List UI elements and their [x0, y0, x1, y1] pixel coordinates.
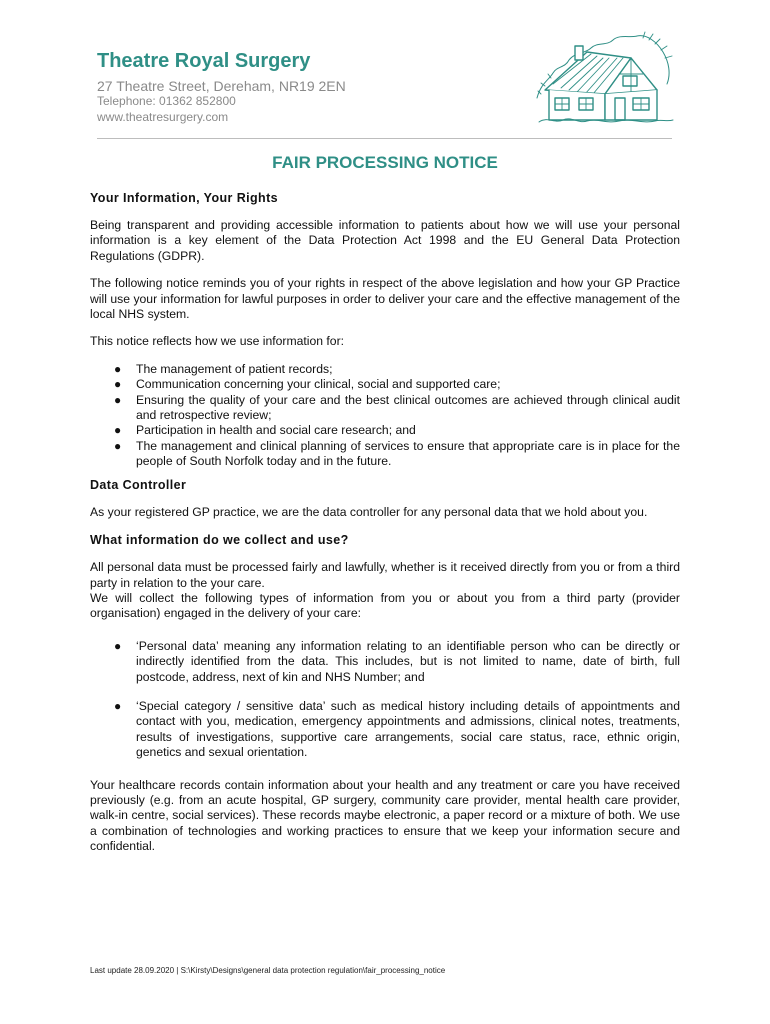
header-divider [97, 138, 672, 139]
rights-paragraph-1: Being transparent and providing accessible information to patients about how we will use your personal information is a key element of the Data Protection Act 1998 and the EU General Data Protection Regulations (GDPR). [90, 218, 680, 263]
list-item: ● The management of patient records; [114, 361, 333, 376]
section-heading-collect: What information do we collect and use? [90, 533, 349, 548]
notice-title: FAIR PROCESSING NOTICE [272, 153, 498, 172]
information-uses-list [90, 362, 680, 470]
list-item: ● Participation in health and social care research; and [114, 423, 416, 438]
collect-paragraph-1: All personal data must be processed fairly and lawfully, whether is it received directly from you or from a third party in relation to the your care. [90, 560, 680, 590]
surgery-building-sketch-icon [535, 28, 675, 128]
practice-name: Theatre Royal Surgery [97, 50, 311, 72]
list-item: ● ‘Personal data’ meaning any information relating to an identifiable person who can be directly or indirectly identified from the data. This includes, but is not limited to name, date of birth, full postcode, address, next of kin and NHS Number; and [114, 638, 680, 684]
practice-telephone: Telephone: 01362 852800 [97, 94, 236, 108]
rights-paragraph-2: The following notice reminds you of your rights in respect of the above legislation and how your GP Practice will use your information for lawful purposes in order to deliver your care and the effective management of the local NHS system. [90, 276, 680, 322]
footer-update-path: Last update 28.09.2020 | S:\Kirsty\Designs\general data protection regulation\fair_processing_notice [90, 966, 446, 975]
practice-address: 27 Theatre Street, Dereham, NR19 2EN [97, 78, 346, 94]
list-item: ● The management and clinical planning of services to ensure that appropriate care is in place for the people of South Norfolk today and in the future. [114, 438, 680, 469]
notice-body [90, 190, 680, 855]
section-heading-controller: Data Controller [90, 477, 187, 492]
rights-paragraph-3: This notice reflects how we use information for: [90, 334, 345, 349]
list-item: ● ‘Special category / sensitive data’ such as medical history including details of appointments and contact with you, medication, emergency appointments and admissions, clinical notes, treatments, results of investigations, supportive care arrangements, social care status, race, ethnic origin, genetics and sexual orientation. [114, 698, 680, 760]
practice-website: www.theatresurgery.com [97, 110, 229, 124]
collect-paragraph-3: Your healthcare records contain information about your health and any treatment or care you have received previously (e.g. from an acute hospital, GP surgery, community care provider, mental health care provider, walk-in centre, social services). These records maybe electronic, a paper record or a mixture of both. We use a combination of technologies and working practices to ensure that we keep your information secure and confidential. [90, 777, 680, 854]
section-heading-rights: Your Information, Your Rights [90, 191, 278, 205]
list-item: ● Communication concerning your clinical, social and supported care; [114, 377, 501, 392]
controller-paragraph: As your registered GP practice, we are the data controller for any personal data that we hold about you. [90, 504, 648, 519]
list-item: ● Ensuring the quality of your care and the best clinical outcomes are achieved through clinical audit and retrospective review; [114, 392, 680, 423]
data-types-list [90, 639, 680, 761]
collect-paragraph-2: We will collect the following types of information from you or about you from a third party (provider organisation) engaged in the delivery of your care: [90, 590, 680, 621]
